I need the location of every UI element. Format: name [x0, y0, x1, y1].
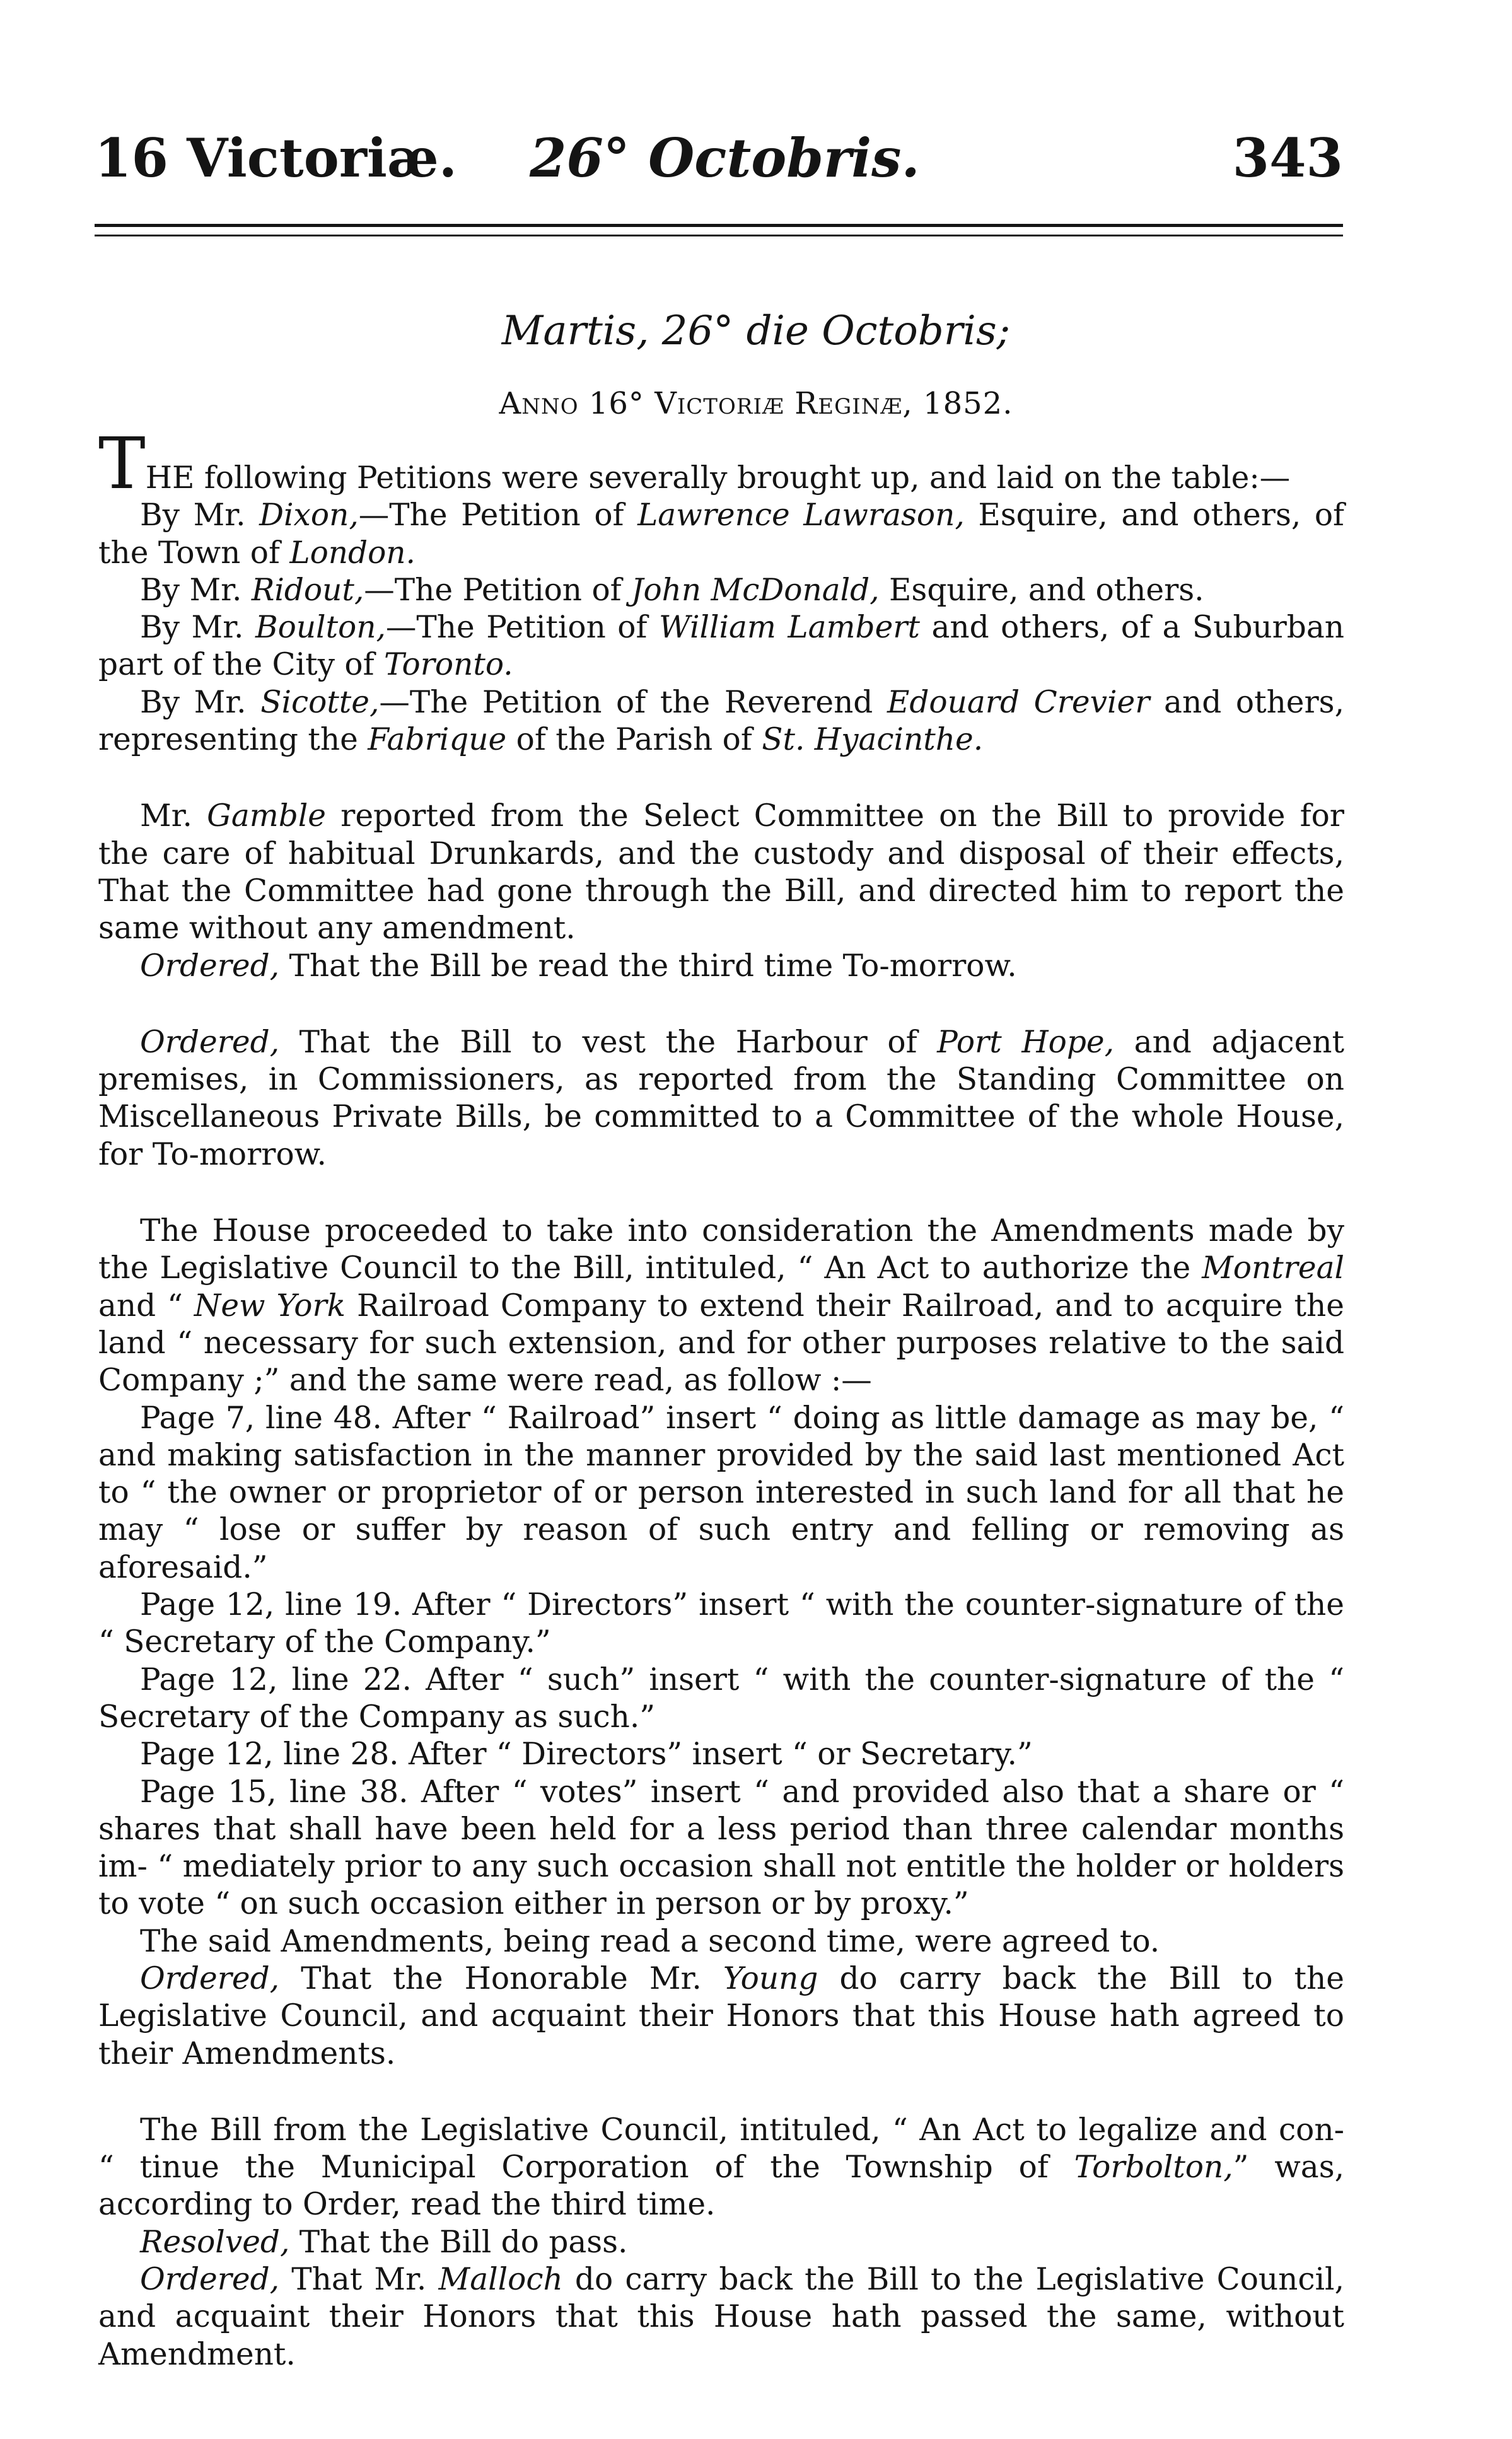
amendment-page15: Page 15, line 38. After “ votes” insert “ and provided also that a share or “ shares that shall have been held for a less period than three calendar months im- “ mediately prior to any such occasion shall not entitle the holder or holders to vote “ on such occasion either in person or by proxy.”	[98, 1774, 1344, 1922]
harbour-order: Ordered, That the Bill to vest the Harbour of Port Hope, and adjacent premises, in Commissioners, as reported from the Standing Committee on Miscellaneous Private Bills, be committed to a Committee of the whole House, for To-morrow.	[98, 1024, 1344, 1172]
petitions-intro: THE following Petitions were severally brought up, and laid on the table:—	[98, 423, 1291, 505]
petition-ridout: By Mr. Ridout,—The Petition of John McDonald, Esquire, and others.	[140, 572, 1204, 608]
torbolton-bill: The Bill from the Legislative Council, intituled, “ An Act to legalize and con- “ tinue the Municipal Corporation of the Township of Torbolton,” was, according to Order, read the third time.	[98, 2112, 1344, 2223]
amendment-page7: Page 7, line 48. After “ Railroad” insert “ doing as little damage as may be, “ and making satisfaction in the manner provided by the said last mentioned Act to “ the owner or proprietor of or person interested in such land for all that he may “ lose or suffer by reason of such entry and felling or removing as aforesaid.”	[98, 1400, 1344, 1585]
amendment-page12-line19: Page 12, line 19. After “ Directors” insert “ with the counter-signature of the “ Secretary of the Company.”	[98, 1587, 1344, 1660]
drop-cap: T	[98, 423, 146, 505]
amendments-agreed: The said Amendments, being read a second time, were agreed to.	[140, 1923, 1160, 1959]
railroad-intro: The House proceeded to take into consideration the Amendments made by the Legislative Council to the Bill, intituled, “ An Act to authorize the Montreal and “ New York Railroad Company to extend their Railroad, and to acquire the land “ necessary for such extension, and for other purposes relative to the said Company ;” and the same were read, as follow :—	[98, 1213, 1344, 1399]
subtitle-prefix: Anno 16°	[499, 386, 644, 421]
header-rule-thin	[95, 235, 1343, 236]
petition-dixon: By Mr. Dixon,—The Petition of Lawrence Lawrason, Esquire, and others, of the Town of London.	[98, 498, 1344, 571]
railroad-order: Ordered, That the Honorable Mr. Young do carry back the Bill to the Legislative Council, and acquaint their Honors that this House hath agreed to their Amendments.	[98, 1960, 1344, 2071]
header-rule-thick	[95, 224, 1343, 227]
page-number: 343	[1232, 127, 1343, 189]
petition-boulton: By Mr. Boulton,—The Petition of William Lambert and others, of a Suburban part of the City of Toronto.	[98, 610, 1344, 683]
session-title: Martis, 26° die Octobris;	[501, 308, 1011, 354]
running-header	[95, 124, 1343, 193]
session-subtitle	[0, 378, 1512, 429]
header-regnal-year: 16 Victoriæ.	[95, 127, 458, 189]
gamble-order: Ordered, That the Bill be read the third time To-morrow.	[140, 948, 1017, 984]
torbolton-order: Ordered, That Mr. Malloch do carry back the Bill to the Legislative Council, and acquaint their Honors that this House hath passed the same, without Amendment.	[98, 2262, 1344, 2372]
torbolton-resolved: Resolved, That the Bill do pass.	[140, 2224, 628, 2260]
header-date: 26° Octobris.	[530, 127, 920, 189]
amendment-page12-line22: Page 12, line 22. After “ such” insert “ with the counter-signature of the “ Secretary of the Company as such.”	[98, 1662, 1344, 1735]
petition-sicotte: By Mr. Sicotte,—The Petition of the Reverend Edouard Crevier and others, representing the Fabrique of the Parish of St. Hyacinthe.	[98, 684, 1344, 758]
subtitle-year: 1852.	[923, 386, 1013, 421]
gamble-report: Mr. Gamble reported from the Select Committee on the Bill to provide for the care of habitual Drunkards, and the custody and disposal of their effects, That the Committee had gone through the Bill, and directed him to report the same without any amendment.	[98, 798, 1344, 946]
amendment-page12-line28: Page 12, line 28. After “ Directors” insert “ or Secretary.”	[140, 1737, 1033, 1772]
journal-body	[98, 423, 1344, 2373]
subtitle-name: Victoriæ Reginæ,	[654, 386, 913, 421]
